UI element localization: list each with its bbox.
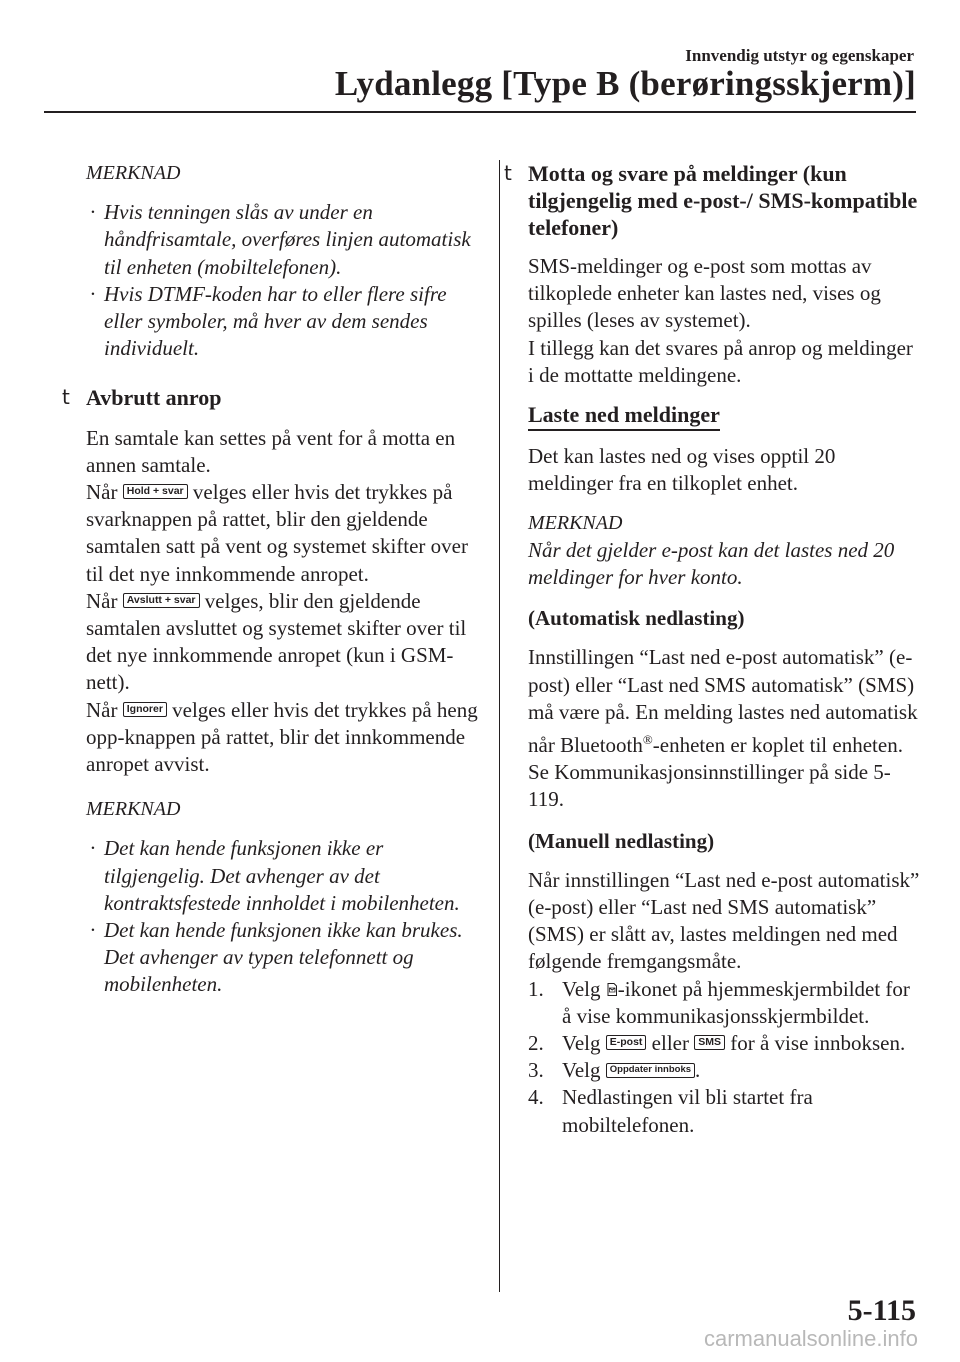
paragraph: Når Avslutt + svar velges, blir den gjeldende samtalen avsluttet og systemet skifter over til det nye innkommende anropet (kun i GSM-nett). bbox=[86, 588, 467, 695]
subheading-laste: Laste ned meldinger bbox=[528, 401, 920, 431]
subheading-auto: (Automatisk nedlasting) bbox=[528, 606, 745, 631]
section-marker-icon: t bbox=[62, 385, 70, 410]
running-header-section: Innvendig utstyr og egenskaper bbox=[685, 46, 914, 65]
left-column bbox=[62, 160, 482, 999]
list-item: 2. Velg E-post eller SMS for å vise innboksen. bbox=[528, 1031, 906, 1056]
right-column bbox=[504, 160, 920, 1139]
column-divider bbox=[499, 160, 500, 1292]
watermark: carmanualsonline.info bbox=[703, 1326, 918, 1351]
section-heading-motta: t Motta og svare på meldinger (kun tilgjengelig med e-post-/ SMS-kompatible telefoner) bbox=[504, 161, 918, 240]
note-list bbox=[86, 835, 482, 998]
paragraph: I tillegg kan det svares på anrop og meldinger i de mottatte meldingene. bbox=[528, 335, 913, 387]
note-list bbox=[86, 199, 482, 362]
hold-answer-button: Hold + svar bbox=[123, 484, 188, 499]
list-item: · Det kan hende funksjonen ikke er tilgjengelig. Det avhenger av det kontraktsfestede innholdet i mobilenheten. bbox=[90, 836, 460, 915]
page-title: Lydanlegg [Type B (berøringsskjerm)] bbox=[334, 64, 916, 103]
sms-button: SMS bbox=[694, 1035, 725, 1050]
note-label: MERKNAD bbox=[86, 798, 181, 821]
note-text: Når det gjelder e-post kan det lastes ned 20 meldinger for hver konto. bbox=[528, 537, 895, 590]
paragraph: Innstillingen “Last ned e-post automatisk” (e-post) eller “Last ned SMS automatisk” (SMS) må være på. En melding lastes ned automatisk når Bluetooth®-enheten er koplet til enheten. bbox=[528, 645, 918, 758]
list-item: 4. Nedlastingen vil bli startet fra mobiltelefonen. bbox=[528, 1085, 813, 1137]
ignore-button: Ignorer bbox=[123, 702, 167, 717]
paragraph: Det kan lastes ned og vises opptil 20 meldinger fra en tilkoplet enhet. bbox=[528, 444, 836, 496]
paragraph: En samtale kan settes på vent for å motta en annen samtale. bbox=[86, 425, 456, 477]
paragraph: Når Hold + svar velges eller hvis det trykkes på svarknappen på rattet, blir den gjeldende samtalen satt på vent og systemet skifter over til det nye innkommende anropet. bbox=[86, 480, 468, 586]
page-number: 5-115 bbox=[847, 1294, 916, 1327]
list-item: · Det kan hende funksjonen ikke kan brukes. Det avhenger av typen telefonnett og mobilenheten. bbox=[90, 918, 463, 997]
list-item: · Hvis DTMF-koden har to eller flere sifre eller symboler, må hver av dem sendes individuelt. bbox=[90, 281, 447, 361]
list-item: · Hvis tenningen slås av under en håndfrisamtale, overføres linjen automatisk til enheten (mobiltelefonen). bbox=[90, 200, 471, 279]
list-item: 1. Velg -ikonet på hjemmeskjermbildet for å vise kommunikasjonsskjermbildet. bbox=[528, 976, 910, 1028]
paragraph: SMS-meldinger og e-post som mottas av tilkoplede enheter kan lastes ned, vises og spilles (leses av systemet). bbox=[528, 254, 881, 333]
note-label: MERKNAD bbox=[86, 162, 181, 184]
list-item: 3. Velg Oppdater innboks . bbox=[528, 1058, 701, 1083]
note-label: MERKNAD bbox=[528, 511, 623, 534]
header-rule bbox=[44, 111, 916, 113]
end-answer-button: Avslutt + svar bbox=[123, 593, 200, 608]
communication-icon bbox=[606, 982, 618, 997]
update-inbox-button: Oppdater innboks bbox=[606, 1063, 695, 1078]
email-button: E-post bbox=[606, 1035, 647, 1050]
section-heading-avbrutt: t Avbrutt anrop bbox=[62, 385, 222, 411]
paragraph: Se Kommunikasjonsinnstillinger på side 5-119. bbox=[528, 760, 891, 812]
paragraph: Når Ignorer velges eller hvis det trykkes på heng opp-knappen på rattet, blir det innkommende anropet avvist. bbox=[86, 697, 478, 777]
paragraph: Når innstillingen “Last ned e-post automatisk” (e-post) eller “Last ned SMS automatisk” (SMS) er slått av, lastes meldingen ned med følgende fremgangsmåte. bbox=[528, 867, 920, 974]
subheading-manuell: (Manuell nedlasting) bbox=[528, 828, 715, 853]
steps-list bbox=[528, 976, 920, 1139]
section-marker-icon: t bbox=[504, 161, 512, 185]
